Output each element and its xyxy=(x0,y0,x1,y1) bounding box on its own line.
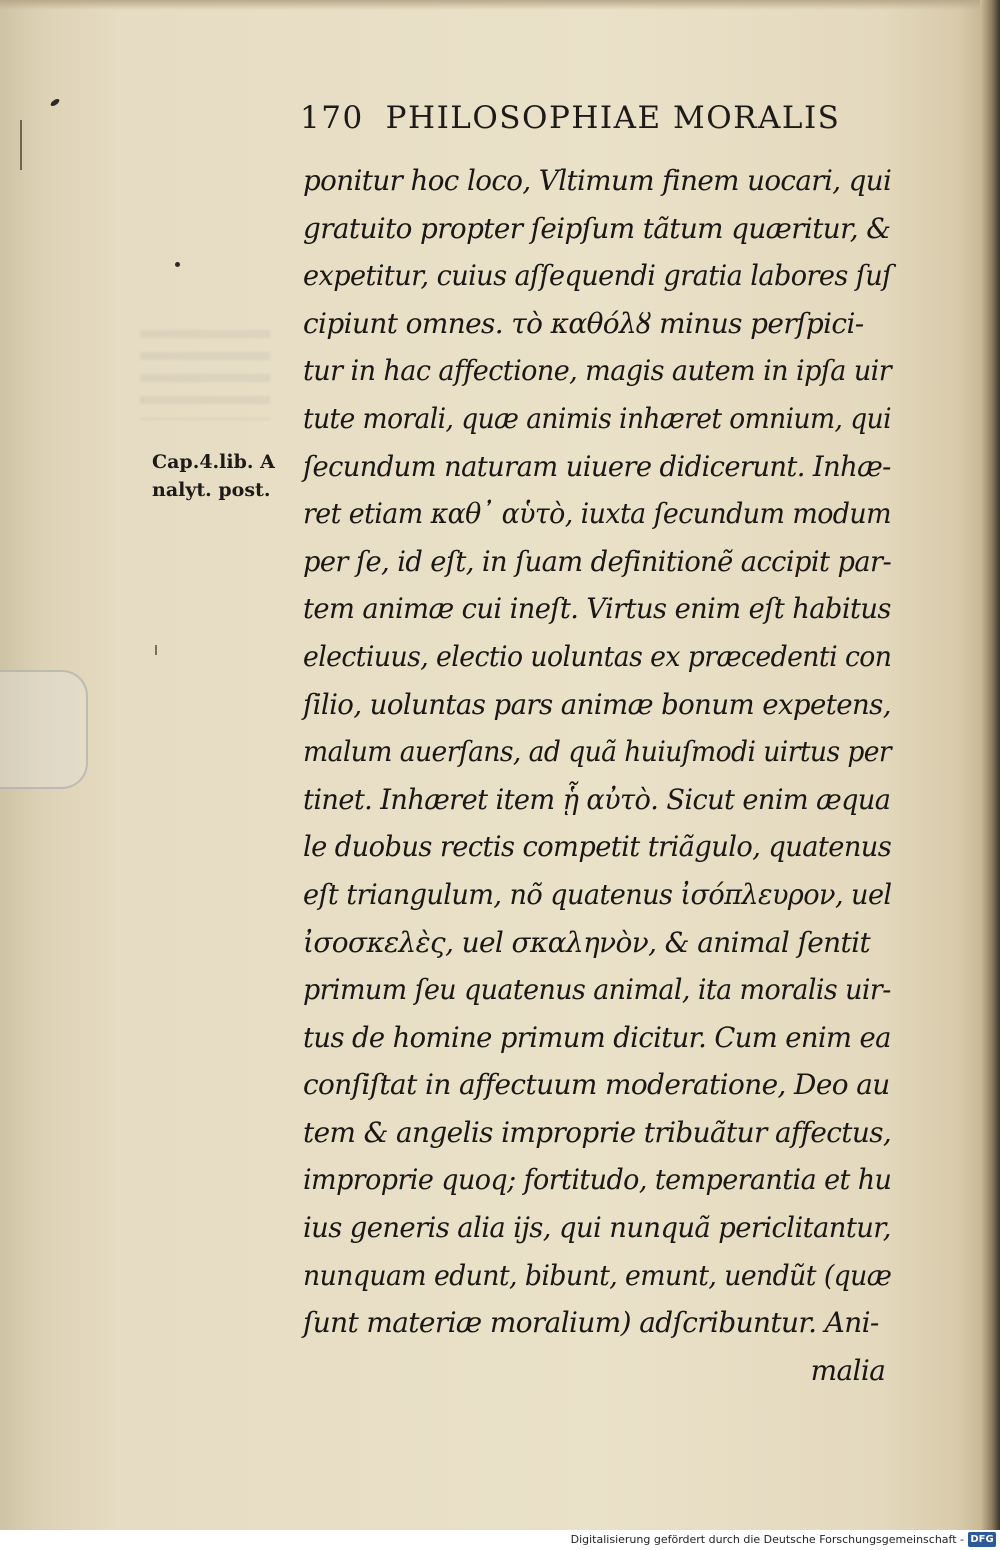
running-head-title: PHILOSOPHIAE MORALIS xyxy=(385,100,841,136)
page-top-shadow xyxy=(0,0,1000,10)
text-line: tur in hac affectione, magis autem in ipſa uir xyxy=(303,354,892,388)
ink-bleed-through xyxy=(140,330,270,420)
text-line: ſilio, uoluntas pars animæ bonum expetens, xyxy=(303,687,891,721)
text-line: tem animæ cui ineſt. Virtus enim eſt habitus xyxy=(303,592,891,626)
text-line: le duobus rectis competit triãgulo, quatenus xyxy=(303,830,892,864)
text-line: ſecundum naturam uiuere didicerunt. Inhæ- xyxy=(303,449,891,483)
marginal-note-line: Cap.4.lib. A xyxy=(152,451,275,473)
text-line: ret etiam καθ᾽ αὑτὸ, iuxta ſecundum modum xyxy=(303,497,892,531)
marginal-note xyxy=(152,448,292,504)
digitization-footer xyxy=(0,1530,1000,1550)
ink-speck xyxy=(175,262,180,267)
text-line: ius generis alia ijs, qui nunquã periclitantur, xyxy=(303,1211,891,1245)
dfg-logo: DFG xyxy=(968,1532,996,1547)
text-line: ἰσοσκελὲς, uel σκαληνὸν, & animal ſentit xyxy=(303,925,871,959)
text-line: tinet. Inhæret item ᾗ αὐτὸ. Sicut enim æqua xyxy=(303,782,891,816)
text-line: cipiunt omnes. τὸ καθόλȣ minus perſpici- xyxy=(303,306,864,340)
page-binding-edge xyxy=(980,0,1000,1530)
page-number: 170 xyxy=(300,100,364,136)
text-line: primum ſeu quatenus animal, ita moralis uir- xyxy=(303,973,891,1007)
footer-credit: Digitalisierung gefördert durch die Deutsche Forschungsgemeinschaft - xyxy=(570,1533,964,1546)
text-line: tute morali, quæ animis inhæret omnium, qui xyxy=(303,401,891,435)
text-line: tus de homine primum dicitur. Cum enim ea xyxy=(303,1020,891,1054)
text-line: improprie quoq; fortitudo, temperantia et hu xyxy=(303,1163,892,1197)
text-line: malum auerſans, ad quã huiuſmodi uirtus per xyxy=(303,735,892,769)
marginal-note-line: nalyt. post. xyxy=(152,479,271,501)
page-mark xyxy=(155,645,157,655)
running-head xyxy=(300,100,880,136)
page-mark xyxy=(20,120,22,170)
text-line: nunquam edunt, bibunt, emunt, uendũt (quæ xyxy=(303,1258,892,1292)
text-line: tem & angelis improprie tribuãtur affectus, xyxy=(303,1115,892,1149)
text-line: electiuus, electio uoluntas ex præcedenti con xyxy=(303,639,892,673)
text-line: eſt triangulum, nõ quatenus ἰσόπλευρον, uel xyxy=(303,877,892,911)
text-line: ponitur hoc loco, Vltimum finem uocari, qui xyxy=(303,164,892,197)
body-text xyxy=(303,157,893,1394)
text-line: expetitur, cuius aſſequendi gratia labores ſuſ xyxy=(303,259,892,293)
text-line: gratuito propter ſeipſum tãtum quæritur, & xyxy=(303,211,891,245)
catchword: malia xyxy=(810,1353,886,1387)
text-line: ſunt materiæ moralium) adſcribuntur. Ani- xyxy=(303,1306,879,1340)
ink-speck xyxy=(49,98,60,108)
page-clip xyxy=(0,670,88,789)
text-line: conſiſtat in affectuum moderatione, Deo au xyxy=(303,1068,890,1102)
text-line: per ſe, id eſt, in ſuam definitionẽ accipit par- xyxy=(303,544,892,578)
